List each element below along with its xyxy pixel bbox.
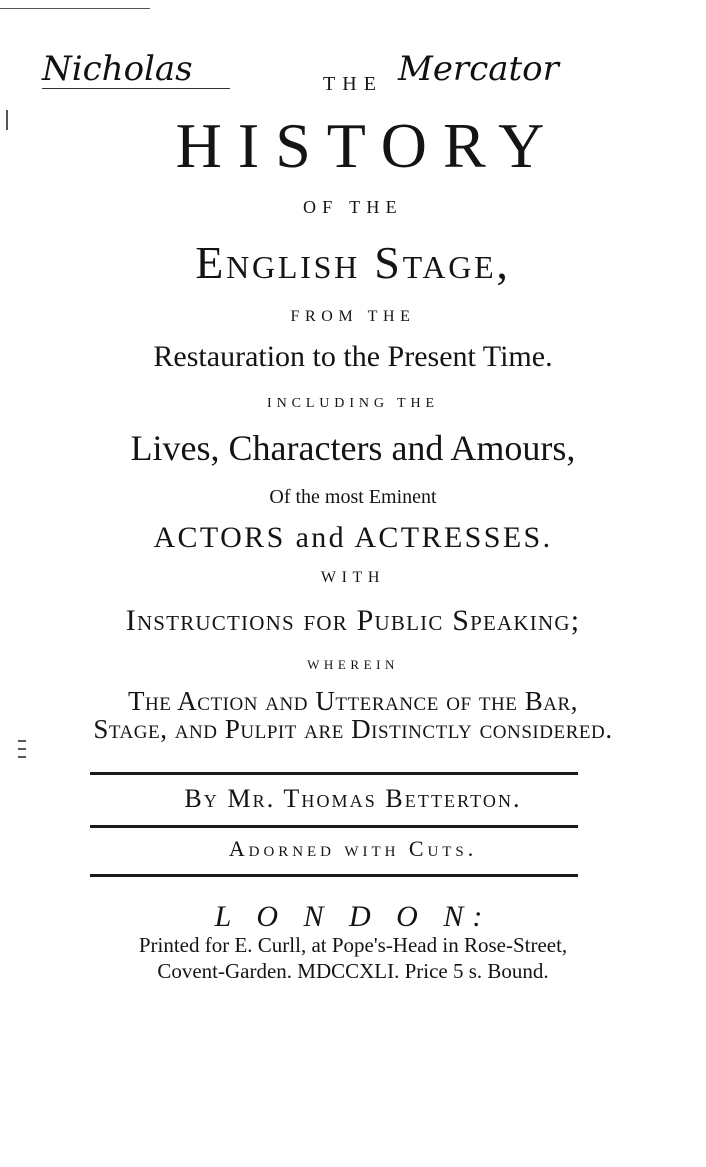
title-of-most-eminent: Of the most Eminent xyxy=(269,486,437,508)
signature-first-name: Nicholas xyxy=(42,49,193,89)
divider-2 xyxy=(90,825,578,828)
title-including: INCLUDING THE xyxy=(267,396,439,411)
title-period: Restauration to the Present Time. xyxy=(153,340,553,373)
title-stage-line: Stage, and Pulpit are Distinctly considered. xyxy=(93,714,613,744)
title-of-the: OF THE xyxy=(303,197,403,217)
signature-last-name: Mercator xyxy=(398,49,559,89)
scan-mark-top xyxy=(0,8,150,9)
adorned-line: Adorned with Cuts. xyxy=(228,836,478,861)
title-action-line: The Action and Utterance of the Bar, xyxy=(127,686,579,716)
divider-1 xyxy=(90,772,578,775)
author-line: By Mr. Thomas Betterton. xyxy=(184,784,522,813)
title-from-the: FROM THE xyxy=(290,308,416,325)
title-wherein: WHEREIN xyxy=(307,657,399,672)
title-lives: Lives, Characters and Amours, xyxy=(130,428,576,468)
title-history: HISTORY xyxy=(175,110,561,181)
imprint-city: L O N D O N: xyxy=(214,900,492,933)
title-subject: English Stage, xyxy=(195,237,511,288)
title-the: THE xyxy=(323,73,383,95)
imprint-line-1: Printed for E. Curll, at Pope's-Head in Rose-Street, xyxy=(138,933,568,957)
title-instructions: Instructions for Public Speaking; xyxy=(125,604,581,637)
title-with: WITH xyxy=(320,569,386,586)
divider-3 xyxy=(90,874,578,877)
title-actors: ACTORS and ACTRESSES. xyxy=(153,521,553,554)
imprint-line-2: Covent-Garden. MDCCXLI. Price 5 s. Bound. xyxy=(157,959,549,983)
